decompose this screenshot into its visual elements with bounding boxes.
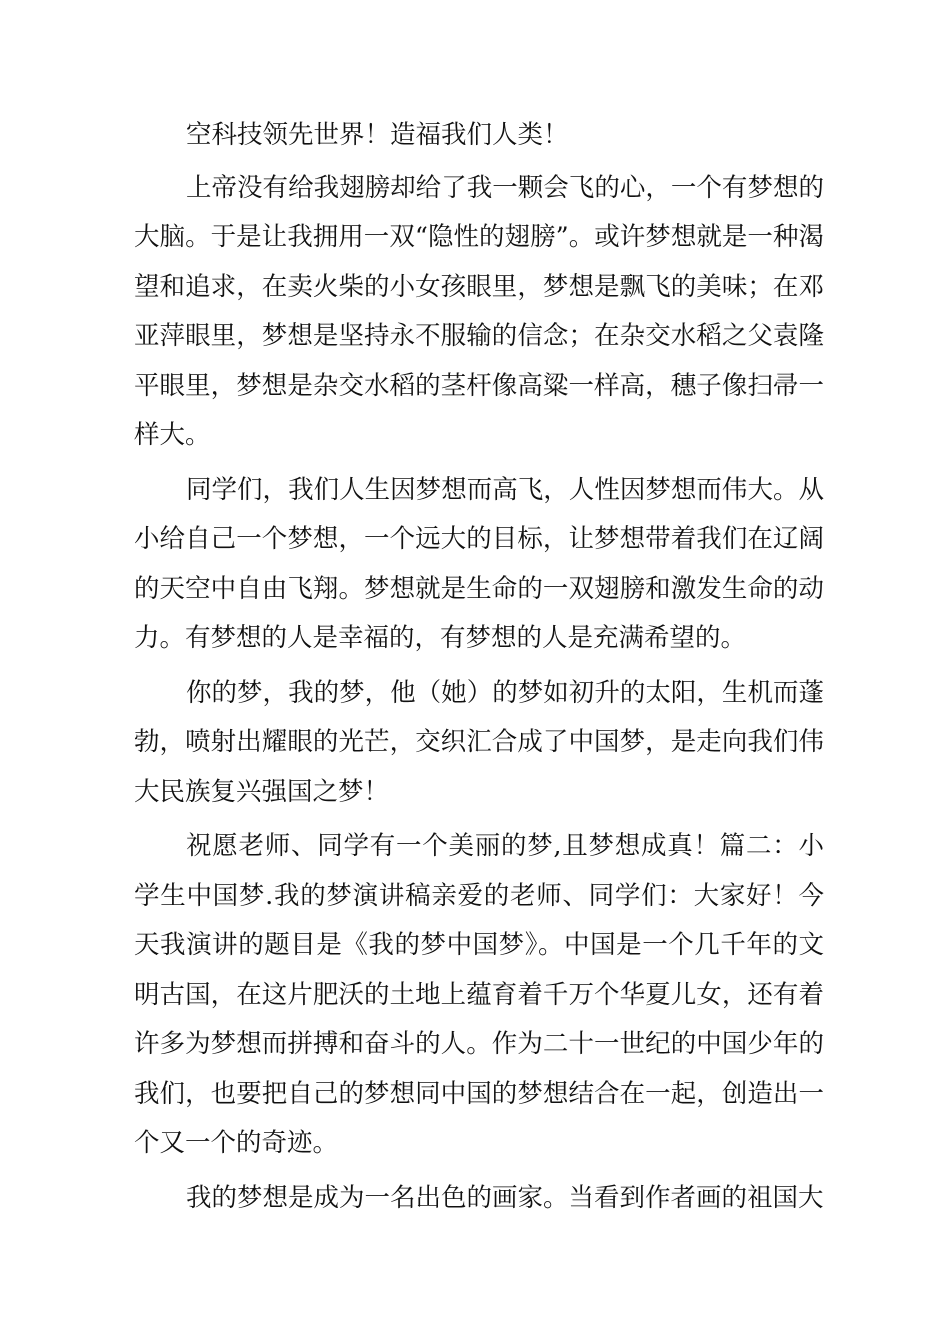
paragraph-3: 同学们，我们人生因梦想而高飞，人性因梦想而伟大。从小给自己一个梦想，一个远大的目标，让梦想带着我们在辽阔的天空中自由飞翔。梦想就是生命的一双翅膀和激发生命的动力。有梦想的人是幸福的，有梦想的人是充满希望的。 bbox=[134, 474, 824, 653]
paragraph-6: 我的梦想是成为一名出色的画家。当看到作者画的祖国大 bbox=[186, 1182, 824, 1213]
paragraph-1: 空科技领先世界！造福我们人类！ bbox=[186, 120, 569, 150]
paragraph-4: 你的梦，我的梦，他（她）的梦如初升的太阳，生机而蓬勃，喷射出耀眼的光芒，交织汇合成了中国梦，是走向我们伟大民族复兴强国之梦！ bbox=[134, 677, 824, 807]
paragraph-2: 上帝没有给我翅膀却给了我一颗会飞的心，一个有梦想的大脑。于是让我拥用一双“隐性的翅膀”。或许梦想就是一种渴望和追求，在卖火柴的小女孩眼里，梦想是飘飞的美味；在邓亚萍眼里，梦想是坚持永不服输的信念；在杂交水稻之父袁隆平眼里，梦想是杂交水稻的茎杆像高粱一样高，穗子像扫帚一样大。 bbox=[134, 172, 824, 450]
document-body bbox=[134, 111, 824, 1228]
paragraph-5: 祝愿老师、同学有一个美丽的梦,且梦想成真！篇二：小学生中国梦.我的梦演讲稿亲爱的老师、同学们：大家好！今天我演讲的题目是《我的梦中国梦》。中国是一个几千年的文明古国，在这片肥沃的土地上蕴育着千万个华夏儿女，还有着许多为梦想而拼搏和奋斗的人。作为二十一世纪的中国少年的我们，也要把自己的梦想同中国的梦想结合在一起，创造出一个又一个的奇迹。 bbox=[134, 831, 824, 1158]
